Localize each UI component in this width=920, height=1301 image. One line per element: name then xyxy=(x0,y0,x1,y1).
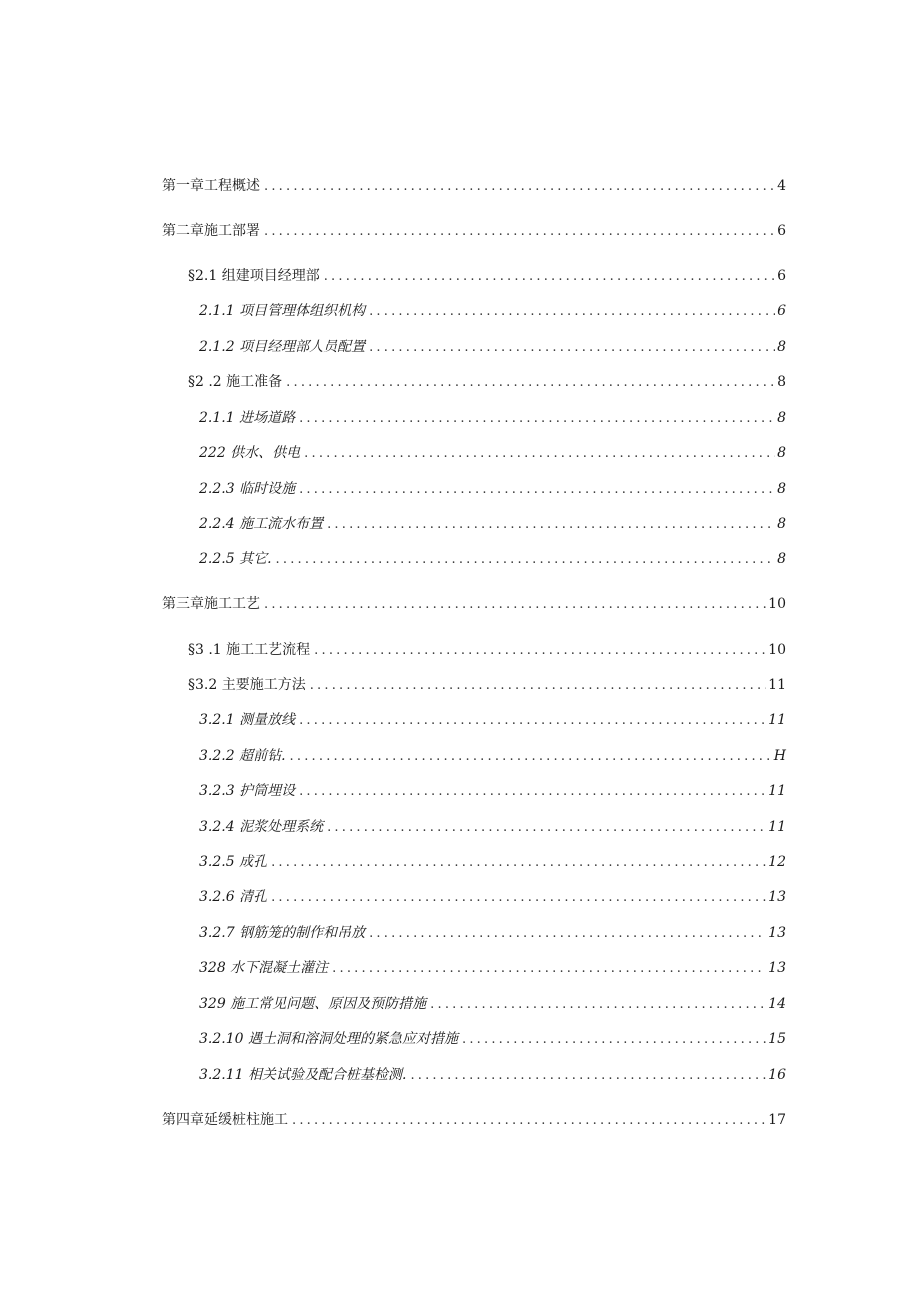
dot-leader xyxy=(314,642,766,660)
dot-leader xyxy=(299,783,766,801)
toc-entry-title: §3.2 主要施工方法 xyxy=(188,677,306,693)
toc-entry-page: 11 xyxy=(768,819,786,835)
dot-leader xyxy=(286,374,775,392)
toc-entry-page: 4 xyxy=(777,178,786,194)
toc-entry xyxy=(199,515,786,533)
dot-leader xyxy=(332,960,766,978)
toc-entry xyxy=(188,641,786,659)
dot-leader xyxy=(264,178,775,196)
toc-entry-page: 6 xyxy=(777,303,786,319)
toc-entry-page: 13 xyxy=(768,960,786,976)
dot-leader xyxy=(299,712,766,730)
dot-leader xyxy=(369,303,775,321)
toc-entry xyxy=(199,480,786,498)
toc-entry-title: 3.2.6 清孔 xyxy=(199,889,268,905)
toc-entry-title: 第二章施工部署 xyxy=(162,223,260,239)
toc-entry-page: 6 xyxy=(777,223,786,239)
toc-entry-page: 10 xyxy=(768,596,786,612)
toc-entry xyxy=(199,409,786,427)
toc-entry-page: 13 xyxy=(768,925,786,941)
toc-entry-title: 2.2.5 其它. xyxy=(199,551,272,567)
toc-entry-page: 8 xyxy=(777,374,786,390)
toc-entry xyxy=(199,444,786,462)
toc-entry-page: 16 xyxy=(768,1067,786,1083)
toc-entry-page: 10 xyxy=(768,642,786,658)
toc-entry xyxy=(188,676,786,694)
toc-entry xyxy=(199,711,786,729)
toc-entry xyxy=(199,888,786,906)
toc-entry xyxy=(199,853,786,871)
toc-entry xyxy=(199,782,786,800)
dot-leader xyxy=(327,819,766,837)
toc-entry-page: 8 xyxy=(777,516,786,532)
toc-entry-page: 8 xyxy=(777,481,786,497)
toc-entry-title: 2.1.1 项目管理体组织机构 xyxy=(199,303,366,319)
toc-entry-page: 13 xyxy=(768,889,786,905)
toc-entry xyxy=(199,338,786,356)
dot-leader xyxy=(324,268,775,286)
toc-entry-page: 8 xyxy=(777,410,786,426)
dot-leader xyxy=(410,1067,766,1085)
toc-entry xyxy=(188,267,786,285)
toc-entry-page: 11 xyxy=(768,677,786,693)
toc-entry-page: 12 xyxy=(768,854,786,870)
toc-entry xyxy=(199,550,786,568)
toc-entry xyxy=(162,1111,786,1129)
dot-leader xyxy=(276,551,776,569)
toc-entry-page: 11 xyxy=(768,712,786,728)
toc-entry-title: 3.2.11 相关试验及配合桩基检测. xyxy=(199,1067,407,1083)
toc-entry-title: 第一章工程概述 xyxy=(162,178,260,194)
toc-entry-page: 17 xyxy=(768,1112,786,1128)
dot-leader xyxy=(304,445,775,463)
toc-entry xyxy=(188,373,786,391)
toc-entry-title: 3.2.10 遇土洞和溶洞处理的紧急应对措施 xyxy=(199,1031,458,1047)
toc-entry xyxy=(199,818,786,836)
toc-entry-title: 2.2.3 临时设施 xyxy=(199,481,296,497)
toc-entry-title: 3.2.5 成孔 xyxy=(199,854,268,870)
toc-entry-title: 2.1.1 进场道路 xyxy=(199,410,296,426)
toc-entry-title: §3 .1 施工工艺流程 xyxy=(188,642,311,658)
dot-leader xyxy=(299,481,775,499)
toc-entry xyxy=(199,924,786,942)
dot-leader xyxy=(290,748,772,766)
toc-entry-title: 2.2.4 施工流水布置 xyxy=(199,516,324,532)
toc-entry-page: 11 xyxy=(768,783,786,799)
dot-leader xyxy=(271,889,766,907)
toc-entry xyxy=(199,959,786,977)
dot-leader xyxy=(310,677,766,695)
toc-entry-page: 8 xyxy=(777,445,786,461)
toc-entry xyxy=(162,222,786,240)
dot-leader xyxy=(299,410,775,428)
toc-entry xyxy=(162,595,786,613)
toc-entry-page: 8 xyxy=(777,339,786,355)
toc-entry-title: 3.2.1 测量放线 xyxy=(199,712,296,728)
toc-entry xyxy=(199,747,786,765)
toc-entry-title: 第三章施工工艺 xyxy=(162,596,260,612)
toc-entry-title: 3.2.2 超前钻. xyxy=(199,748,286,764)
dot-leader xyxy=(462,1031,766,1049)
toc-entry xyxy=(199,995,786,1013)
toc-entry-title: §2 .2 施工准备 xyxy=(188,374,283,390)
toc-entry-title: 328 水下混凝土灌注 xyxy=(199,960,329,976)
toc-entry-title: 329 施工常见问题、原因及预防措施 xyxy=(199,996,427,1012)
dot-leader xyxy=(430,996,766,1014)
dot-leader xyxy=(369,925,766,943)
toc-entry-page: 14 xyxy=(768,996,786,1012)
dot-leader xyxy=(264,223,775,241)
toc-entry xyxy=(162,177,786,195)
dot-leader xyxy=(369,339,775,357)
dot-leader xyxy=(292,1112,766,1130)
toc-entry-title: 222 供水、供电 xyxy=(199,445,301,461)
toc-entry-title: 3.2.3 护筒埋设 xyxy=(199,783,296,799)
dot-leader xyxy=(327,516,775,534)
toc-entry-title: 3.2.4 泥浆处理系统 xyxy=(199,819,324,835)
toc-entry-title: §2.1 组建项目经理部 xyxy=(188,268,320,284)
dot-leader xyxy=(271,854,766,872)
toc-entry-title: 2.1.2 项目经理部人员配置 xyxy=(199,339,366,355)
toc-entry xyxy=(199,302,786,320)
toc-entry xyxy=(199,1066,786,1084)
toc-entry-page: 6 xyxy=(777,268,786,284)
toc-entry-page: 15 xyxy=(768,1031,786,1047)
toc-entry-title: 第四章延缓桩柱施工 xyxy=(162,1112,288,1128)
toc-entry xyxy=(199,1030,786,1048)
toc-entry-page: 8 xyxy=(777,551,786,567)
toc-entry-page: H xyxy=(773,748,786,764)
toc-entry-title: 3.2.7 钢筋笼的制作和吊放 xyxy=(199,925,366,941)
dot-leader xyxy=(264,596,766,614)
